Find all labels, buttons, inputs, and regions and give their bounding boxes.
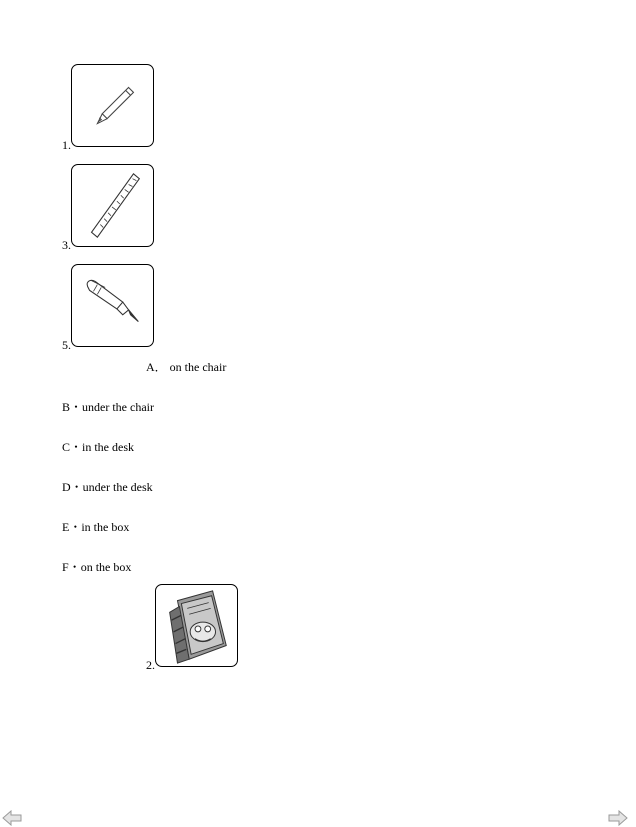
ruler-icon xyxy=(72,165,153,246)
right-arrow-icon xyxy=(608,810,628,826)
option-f xyxy=(62,560,131,574)
option-f-letter: F・ xyxy=(62,560,81,574)
previous-page-button[interactable] xyxy=(2,810,22,826)
ruler-picture xyxy=(71,164,154,247)
item-number-1: 1. xyxy=(62,138,71,152)
option-c-letter: C・ xyxy=(62,440,83,454)
item-number-3: 3. xyxy=(62,238,71,252)
pen-icon xyxy=(72,265,153,346)
book-picture xyxy=(155,584,238,667)
pencil-picture xyxy=(71,64,154,147)
pen-picture xyxy=(71,264,154,347)
option-c xyxy=(62,440,134,454)
item-number-2: 2. xyxy=(146,658,155,672)
option-a-text: on the chair xyxy=(169,360,227,374)
option-f-text: on the box xyxy=(80,560,132,574)
item-number-5: 5. xyxy=(62,338,71,352)
left-arrow-icon xyxy=(2,810,22,826)
option-a-letter: A． xyxy=(146,360,167,374)
option-b-letter: B・ xyxy=(62,400,83,414)
option-b xyxy=(62,400,154,414)
option-a xyxy=(146,360,226,374)
next-page-button[interactable] xyxy=(608,810,628,826)
option-e xyxy=(62,520,129,534)
option-d-text: under the desk xyxy=(82,480,153,494)
option-c-text: in the desk xyxy=(82,440,135,454)
option-e-text: in the box xyxy=(81,520,130,534)
pencil-icon xyxy=(72,65,153,146)
book-icon xyxy=(156,585,237,666)
option-d-letter: D・ xyxy=(62,480,83,494)
option-d xyxy=(62,480,153,494)
option-e-letter: E・ xyxy=(62,520,82,534)
option-b-text: under the chair xyxy=(82,400,154,414)
